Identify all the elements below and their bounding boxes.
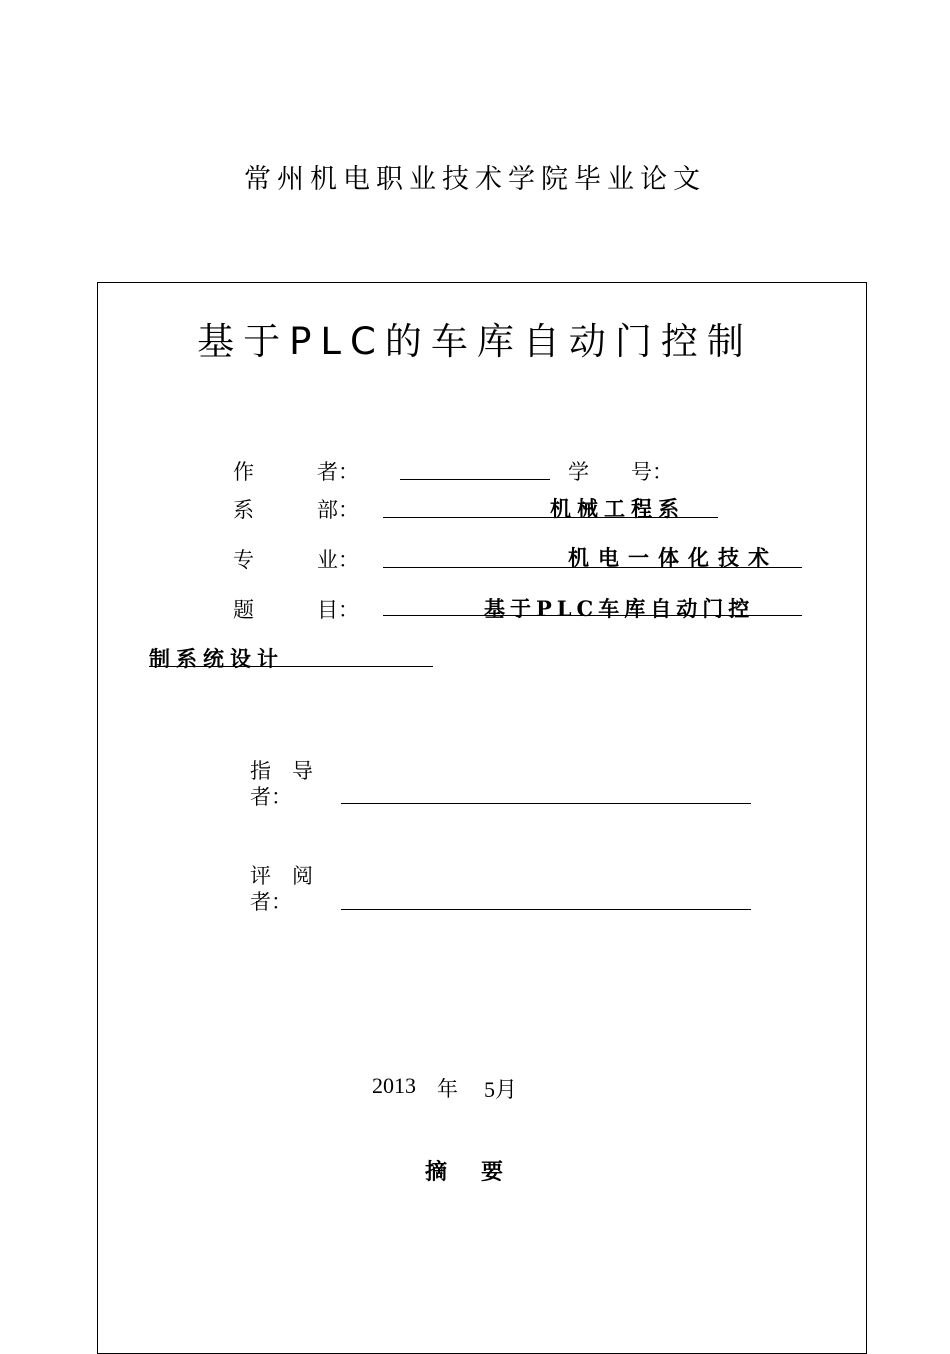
department-field-line[interactable] [383, 517, 718, 518]
author-field-line[interactable] [400, 479, 550, 480]
topic-line2-underline[interactable] [149, 666, 433, 667]
thesis-title: 基于PLC的车库自动门控制 [197, 320, 753, 363]
date-year-unit: 年 [437, 1077, 458, 1101]
advisor-label-line2: 者： [250, 785, 292, 809]
topic-label: 题 目： [233, 598, 359, 622]
reviewer-label-line2: 者： [250, 890, 292, 914]
student-id-label: 学 号： [568, 460, 673, 484]
department-label: 系 部： [233, 498, 359, 522]
cover-frame [97, 282, 867, 1354]
topic-field-line[interactable] [383, 615, 802, 616]
author-label: 作 者： [233, 460, 359, 484]
advisor-label-line1: 指 导 [250, 759, 313, 783]
reviewer-label-line1: 评 阅 [250, 864, 313, 888]
abstract-heading: 摘要 [425, 1160, 538, 1185]
topic-value-line2: 制系统设计 [149, 646, 284, 671]
date-year: 2013 [372, 1073, 416, 1098]
advisor-field-line[interactable] [341, 803, 751, 804]
major-field-line[interactable] [383, 567, 802, 568]
school-thesis-title: 常州机电职业技术学院毕业论文 [244, 164, 706, 195]
major-label: 专 业： [233, 548, 359, 572]
department-value: 机械工程系 [550, 496, 685, 521]
reviewer-field-line[interactable] [341, 909, 751, 910]
topic-value-line1: 基于PLC车库自动门控 [484, 596, 755, 621]
major-value: 机电一体化技术 [568, 545, 778, 570]
date-month: 5月 [484, 1077, 518, 1102]
